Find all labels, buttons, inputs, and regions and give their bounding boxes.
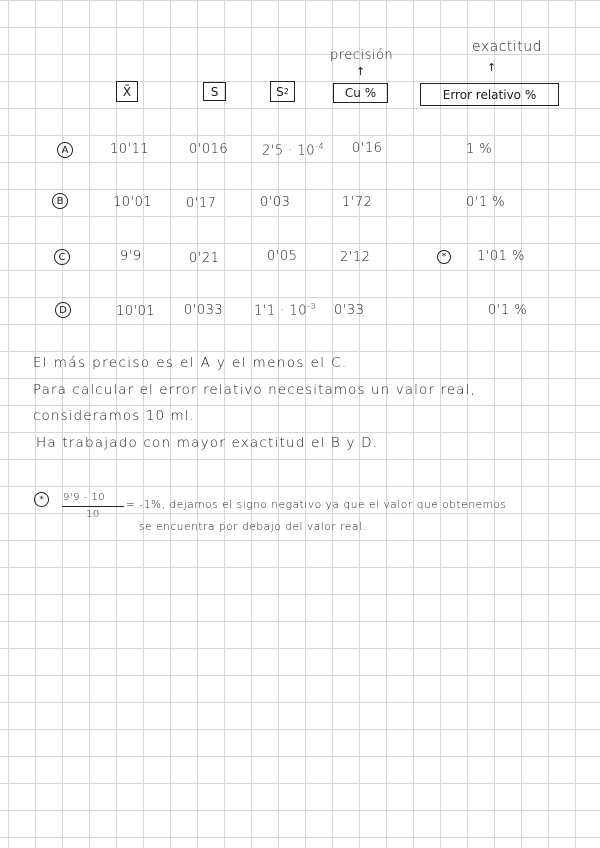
- cell-s2: $1'1 \cdot 10^{-3}$: [254, 302, 317, 319]
- precision-label: precisión: [330, 48, 394, 63]
- cell-cv: 2'12: [340, 250, 371, 265]
- conclusion-line-2: Para calcular el error relativo necesitamos un valor real,: [33, 382, 476, 398]
- header-error: Error relativo %: [420, 83, 559, 106]
- cell-cv: 1'72: [342, 195, 373, 210]
- arrow-up-icon: ↑: [356, 65, 366, 78]
- header-s: S: [203, 82, 226, 101]
- cell-error: 0'1 %: [466, 195, 506, 210]
- row-label-a: A: [57, 142, 73, 158]
- row-label-d: D: [55, 302, 71, 318]
- fraction-denominator: 10: [86, 509, 100, 520]
- header-s2: S 2: [270, 81, 295, 102]
- cell-s: 0'17: [186, 196, 217, 211]
- header-cv: Cu %: [333, 83, 388, 103]
- cell-s: 0'21: [189, 251, 220, 266]
- cell-xbar: 10'11: [110, 142, 150, 157]
- cell-s2: 0'03: [260, 195, 291, 210]
- footnote-line-1: = -1%, dejamos el signo negativo ya que el valor que obtenemos: [126, 499, 507, 511]
- row-label-b: B: [52, 193, 68, 209]
- conclusion-line-4: Ha trabajado con mayor exactitud el B y D.: [36, 435, 379, 451]
- exactitud-label: exactitud: [472, 39, 543, 55]
- fraction-bar: [62, 506, 124, 507]
- arrow-up-icon: ↑: [487, 61, 497, 74]
- cell-xbar: 10'01: [113, 195, 153, 210]
- conclusion-line-3: consideramos 10 ml.: [33, 408, 196, 424]
- cell-xbar: 10'01: [116, 304, 156, 319]
- cell-s2: $2'5 \cdot 10^{-4}$: [262, 142, 325, 159]
- cell-s: 0'033: [184, 303, 224, 318]
- conclusion-line-1: El más preciso es el A y el menos el C.: [33, 355, 348, 371]
- cell-error: 1 %: [466, 142, 493, 157]
- cell-xbar: 9'9: [120, 249, 142, 264]
- footnote-line-2: se encuentra por debajo del valor real.: [139, 521, 367, 533]
- cell-error: 0'1 %: [488, 303, 528, 318]
- fraction-numerator: 9'9 - 10: [63, 492, 106, 503]
- star-marker: *: [437, 250, 451, 264]
- cell-s: 0'016: [189, 142, 229, 157]
- footnote-star-marker: *: [34, 492, 49, 507]
- cell-error: 1'01 %: [477, 249, 525, 264]
- cell-s2: 0'05: [267, 249, 298, 264]
- header-xbar: X̄: [116, 81, 138, 102]
- cell-cv: 0'33: [334, 303, 365, 318]
- row-label-c: C: [54, 249, 70, 265]
- cell-cv: 0'16: [352, 141, 383, 156]
